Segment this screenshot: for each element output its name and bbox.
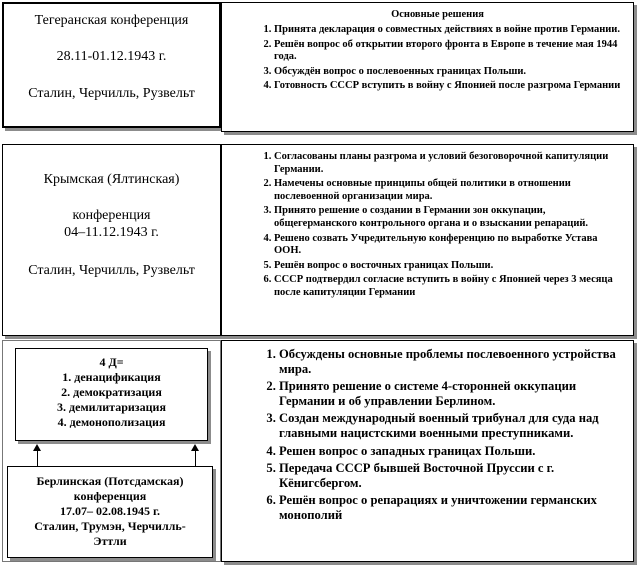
potsdam-conference-label: конференция xyxy=(73,489,147,503)
list-item: 2. демократизация xyxy=(61,385,162,399)
potsdam-decisions-list xyxy=(257,347,625,523)
tehran-conference-name: Тегеранская конференция xyxy=(34,13,189,28)
yalta-conference-box xyxy=(2,144,221,336)
arrowhead-icon xyxy=(33,444,41,451)
list-item: 3. Создан международный военный трибунал для суда над главными нацистскими военными преступниками. xyxy=(279,411,625,440)
yalta-decisions-list xyxy=(252,151,625,300)
potsdam-conference-leaders: Сталин, Трумэн, Черчилль- xyxy=(34,519,186,533)
potsdam-conference-name: Берлинская (Потсдамская) xyxy=(36,474,184,488)
list-item: 1. денацификация xyxy=(62,370,161,384)
yalta-decisions-box xyxy=(221,144,634,336)
yalta-conference-label: конференция xyxy=(72,207,151,223)
list-item: 6. Решён вопрос о репарациях и уничтожении германских монополий xyxy=(279,493,625,522)
list-item: 3. Обсуждён вопрос о послевоенных границах Польши. xyxy=(274,66,623,79)
tehran-conference-dates: 28.11-01.12.1943 г. xyxy=(56,48,167,64)
list-item: 1. Согласованы планы разгрома и условий безоговорочной капитуляции Германии. xyxy=(274,151,625,176)
list-item: 5. Передача СССР бывшей Восточной Пруссии с г. Кёнигсбергом. xyxy=(279,461,625,490)
list-item: 2. Принято решение о системе 4-сторонней оккупации Германии и об управлении Берлином. xyxy=(279,379,625,408)
yalta-conference-name: Крымская (Ялтинская) xyxy=(43,172,180,187)
four-d-box xyxy=(15,348,208,441)
list-item: 4. Решено созвать Учредительную конференцию по выработке Устава ООН. xyxy=(274,233,625,258)
decisions-title: Основные решения xyxy=(391,9,484,20)
list-item: 6. СССР подтвердил согласие вступить в войну с Японией через 3 месяца после капитуляции Германии xyxy=(274,274,625,299)
potsdam-conference-dates: 17.07– 02.08.1945 г. xyxy=(59,504,161,518)
list-item: 3. Принято решение о создании в Германии зон оккупации, общегерманского контрольного органа и о взыскании репараций. xyxy=(274,205,625,230)
list-item: 1. Обсуждены основные проблемы послевоенного устройства мира. xyxy=(279,347,625,376)
list-item: 2. Решён вопрос об открытии второго фронта в Европе в течение мая 1944 года. xyxy=(274,39,623,64)
potsdam-conference-leaders-cont: Эттли xyxy=(93,534,127,548)
tehran-decisions-list xyxy=(252,24,623,93)
arrowhead-icon xyxy=(191,444,199,451)
potsdam-conference-box xyxy=(7,466,213,558)
list-item: 1. Принята декларация о совместных действиях в войне против Германии. xyxy=(274,24,623,37)
tehran-conference-leaders: Сталин, Черчилль, Рузвельт xyxy=(28,86,195,101)
four-d-title: 4 Д= xyxy=(99,355,124,369)
tehran-decisions-box xyxy=(221,2,634,132)
list-item: 3. демилитаризация xyxy=(57,400,166,414)
tehran-conference-box xyxy=(2,2,221,128)
potsdam-decisions-box xyxy=(221,340,634,562)
yalta-conference-leaders: Сталин, Черчилль, Рузвельт xyxy=(28,262,195,278)
list-item: 5. Решён вопрос о восточных границах Польши. xyxy=(274,260,625,273)
list-item: 4. Готовность СССР вступить в войну с Японией после разгрома Германии xyxy=(274,80,623,93)
list-item: 4. демонополизация xyxy=(57,415,166,429)
yalta-conference-dates: 04–11.12.1943 г. xyxy=(64,225,159,240)
list-item: 4. Решен вопрос о западных границах Польши. xyxy=(279,444,625,459)
list-item: 2. Намечены основные принципы общей политики в отношении послевоенной организации мира. xyxy=(274,178,625,203)
